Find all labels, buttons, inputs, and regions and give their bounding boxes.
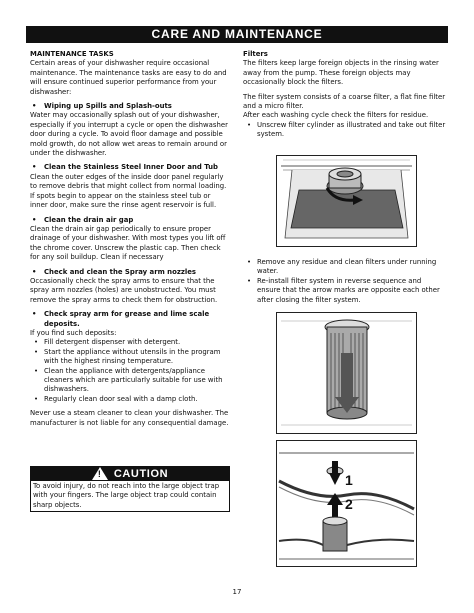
scale-item: • Fill detergent dispenser with detergent. <box>34 338 181 347</box>
maintenance-intro: Certain areas of your dishwasher require occasional maintenance. The maintenance tasks are easy to do and will ensure continued superior performance from your dishwasher: <box>30 59 227 96</box>
filters-column <box>243 50 446 140</box>
maintenance-heading: MAINTENANCE TASKS <box>30 50 114 58</box>
filter-system-text: The filter system consists of a coarse filter, a flat fine filter and a micro filter. <box>243 92 446 111</box>
filter-cylinder-illustration <box>276 312 417 434</box>
filter-steps <box>243 258 446 305</box>
clean-step: • Remove any residue and clean filters under running water. <box>247 258 437 276</box>
caution-box <box>30 466 230 512</box>
wipe-text: Water may occasionally splash out of your dishwasher, especially if you interrupt a cycle or open the dishwasher door during a cycle. To avoid floor damage and possible mold growth, do not allow wet areas to remain around or under the dishwasher. <box>30 111 228 158</box>
scale-item: • Regularly clean door seal with a damp cloth. <box>34 394 198 403</box>
maintenance-column <box>30 50 230 428</box>
caution-label: CAUTION <box>113 467 169 480</box>
warning-triangle-icon: ! <box>92 467 108 480</box>
unscrew-step: • Unscrew filter cylinder as illustrated and take out filter system. <box>247 120 446 139</box>
steel-text: Clean the outer edges of the inside door panel regularly to remove debris that might collect from normal loading. If spots begin to appear on the stainless steel tub or inner door, make sure the rinse agent reservoir is full. <box>30 172 227 210</box>
airgap-text: Clean the drain air gap periodically to ensure proper drainage of your dishwasher. With most types you lift off the chrome cover. Unscrew the plastic cap. Then check for any soil buildup. Clean if necessary <box>30 224 226 262</box>
steel-title: • Clean the Stainless Steel Inner Door and Tub <box>32 163 218 172</box>
wipe-title: • Wiping up Spills and Splash-outs <box>32 102 172 111</box>
caution-header <box>30 466 230 481</box>
filter-removal-illustration <box>276 155 417 247</box>
reinstall-step: • Re-install filter system in reverse sequence and ensure that the arrow marks are opposite each other after closing the filter system. <box>247 276 440 304</box>
nozzle-text: Occasionally check the spray arms to ensure that the spray arm nozzles (holes) are unobstructed. You must remove the spray arms to check them for obstruction. <box>30 276 218 304</box>
page-number: 17 <box>232 588 242 596</box>
section-title-banner: CARE AND MAINTENANCE <box>26 26 448 43</box>
caution-text: To avoid injury, do not reach into the large object trap with your fingers. The large object trap could contain sharp objects. <box>30 481 230 512</box>
filters-heading: Filters <box>243 50 268 58</box>
step-1-label: 1 <box>345 472 353 488</box>
airgap-title: • Clean the drain air gap <box>32 215 134 224</box>
steam-warning-text: Never use a steam cleaner to clean your dishwasher. The manufacturer is not liable for any consequential damage. <box>30 409 229 427</box>
nozzle-title: • Check and clean the Spray arm nozzles <box>32 267 196 276</box>
filter-reinstall-illustration <box>276 440 417 567</box>
after-cycle-text: After each washing cycle check the filters for residue. <box>243 111 429 120</box>
scale-intro: If you find such deposits: <box>30 328 117 337</box>
scale-item: • Clean the appliance with detergents/appliance cleaners which are particularly suitable for use with dishwashers. <box>34 366 223 394</box>
scale-item: • Start the appliance without utensils in the program with the highest rinsing temperature. <box>34 347 221 366</box>
filters-text: The filters keep large foreign objects in the rinsing water away from the pump. These foreign objects may occasionally block the filters. <box>243 59 439 87</box>
step-2-label: 2 <box>345 496 353 512</box>
scale-title: • Check spray arm for grease and lime scale deposits. <box>32 310 210 328</box>
